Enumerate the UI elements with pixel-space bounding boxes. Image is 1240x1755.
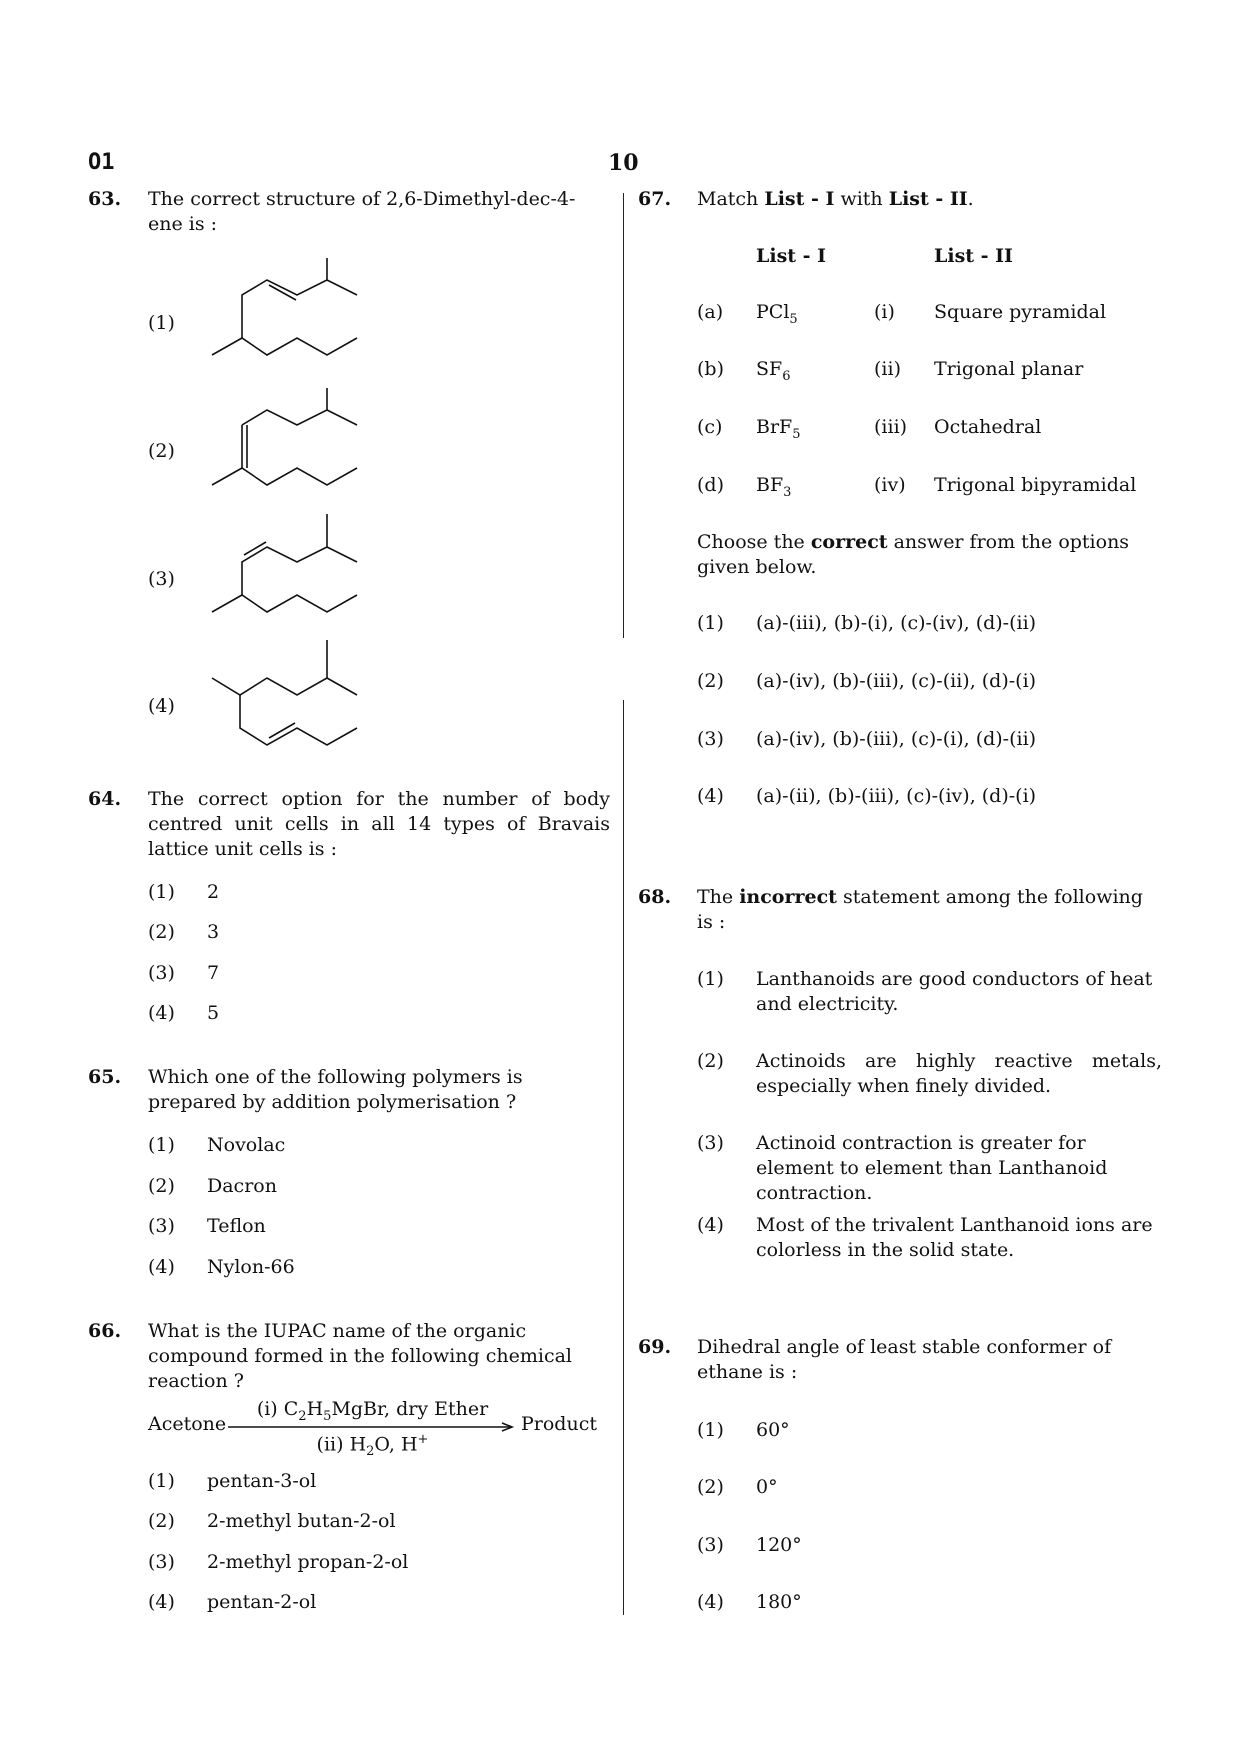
option-number[interactable]: (1): [697, 968, 724, 990]
list-2-numeral: (iii): [874, 416, 908, 438]
list-row-label: (a): [697, 301, 724, 323]
list-2-item: Trigonal planar: [934, 358, 1084, 380]
list-row-label: (d): [697, 474, 724, 496]
option-number[interactable]: (1): [148, 1470, 175, 1492]
structure-option-2: [200, 385, 380, 495]
question-text: The incorrect statement among the following is :: [697, 886, 1143, 933]
option-number[interactable]: (4): [697, 1591, 724, 1613]
option-number[interactable]: (3): [148, 962, 175, 984]
option-text: (a)-(iii), (b)-(i), (c)-(iv), (d)-(ii): [756, 612, 1037, 634]
option-number[interactable]: (4): [148, 695, 175, 717]
question-text: What is the IUPAC name of the organic compound formed in the following chemical reaction ?: [148, 1320, 573, 1392]
list-1-item: $SF_6$: [756, 358, 791, 384]
paper-code: O1: [88, 150, 115, 175]
option-text: 2-methyl propan-2-ol: [207, 1551, 409, 1573]
list-1-item: PCl$_5$: [756, 301, 798, 327]
question-number: 68.: [638, 886, 672, 908]
option-number[interactable]: (3): [697, 1534, 724, 1556]
option-text: 120°: [756, 1534, 802, 1556]
list-2-item: Octahedral: [934, 416, 1042, 438]
option-number[interactable]: (1): [148, 881, 175, 903]
option-text: Nylon-66: [207, 1256, 295, 1278]
option-number[interactable]: (1): [148, 312, 175, 334]
option-number[interactable]: (2): [148, 440, 175, 462]
list-1-item: $BF_3$: [756, 474, 792, 500]
structure-option-4: [200, 638, 380, 748]
reaction-reagent-1: (i) $C_2H_5MgBr$, dry Ether: [256, 1398, 489, 1424]
option-text: Actinoid contraction is greater for element to element than Lanthanoid contraction.: [756, 1132, 1108, 1204]
option-text: Teflon: [207, 1215, 266, 1237]
list-row-label: (c): [697, 416, 723, 438]
list-2-item: Square pyramidal: [934, 301, 1107, 323]
question-number: 65.: [88, 1066, 122, 1088]
column-divider-bottom: [623, 700, 624, 1615]
option-number[interactable]: (3): [148, 1215, 175, 1237]
question-number: 69.: [638, 1336, 672, 1358]
column-divider-top: [623, 193, 624, 638]
reaction-product: Product: [521, 1413, 597, 1435]
structure-option-3: [200, 512, 380, 622]
option-number[interactable]: (4): [697, 785, 724, 807]
option-number[interactable]: (2): [148, 1510, 175, 1532]
option-number[interactable]: (4): [148, 1002, 175, 1024]
option-number[interactable]: (2): [697, 1050, 724, 1072]
question-text: The correct option for the number of body centred unit cells in all 14 types of Bravais lattice unit cells is :: [148, 788, 610, 860]
option-number[interactable]: (1): [697, 612, 724, 634]
option-text: 0°: [756, 1476, 778, 1498]
list-2-item: Trigonal bipyramidal: [934, 474, 1137, 496]
question-text: The correct structure of 2,6-Dimethyl-dec-4-ene is :: [148, 188, 576, 235]
option-number[interactable]: (2): [148, 1175, 175, 1197]
option-text: pentan-3-ol: [207, 1470, 317, 1492]
question-number: 67.: [638, 188, 672, 210]
option-number[interactable]: (1): [697, 1419, 724, 1441]
option-number[interactable]: (4): [148, 1256, 175, 1278]
question-number: 66.: [88, 1320, 122, 1342]
option-text: 2: [207, 881, 220, 903]
option-text: 60°: [756, 1419, 790, 1441]
option-number[interactable]: (1): [148, 1134, 175, 1156]
option-number[interactable]: (2): [697, 670, 724, 692]
question-number: 64.: [88, 788, 122, 810]
option-text: 5: [207, 1002, 220, 1024]
option-text: 180°: [756, 1591, 802, 1613]
option-text: (a)-(ii), (b)-(iii), (c)-(iv), (d)-(i): [756, 785, 1037, 807]
option-text: Novolac: [207, 1134, 286, 1156]
question-text: Which one of the following polymers is prepared by addition polymerisation ?: [148, 1066, 523, 1113]
list-2-numeral: (ii): [874, 358, 901, 380]
option-text: 3: [207, 921, 220, 943]
option-number[interactable]: (4): [148, 1591, 175, 1613]
option-text: 2-methyl butan-2-ol: [207, 1510, 396, 1532]
instruction-text: Choose the correct answer from the options given below.: [697, 531, 1130, 578]
option-text: Lanthanoids are good conductors of heat and electricity.: [756, 968, 1153, 1015]
option-text: Dacron: [207, 1175, 277, 1197]
reaction-reactant: Acetone: [148, 1413, 227, 1435]
structure-option-1: [200, 250, 380, 375]
option-number[interactable]: (3): [148, 1551, 175, 1573]
option-number[interactable]: (3): [697, 728, 724, 750]
option-number[interactable]: (3): [697, 1132, 724, 1154]
reaction-reagent-2: (ii) $H_2O$, H+: [316, 1432, 429, 1460]
list-2-numeral: (i): [874, 301, 895, 323]
option-text: Most of the trivalent Lanthanoid ions are colorless in the solid state.: [756, 1214, 1153, 1261]
question-text: Dihedral angle of least stable conformer of ethane is :: [697, 1336, 1112, 1383]
list-1-header: List - I: [756, 245, 827, 267]
option-number[interactable]: (2): [697, 1476, 724, 1498]
page-number: 10: [608, 150, 639, 176]
list-2-header: List - II: [934, 245, 1013, 267]
option-number[interactable]: (3): [148, 568, 175, 590]
option-text: pentan-2-ol: [207, 1591, 317, 1613]
option-number[interactable]: (4): [697, 1214, 724, 1236]
list-row-label: (b): [697, 358, 724, 380]
question-text: Match List - I with List - II.: [697, 188, 974, 210]
list-2-numeral: (iv): [874, 474, 906, 496]
question-number: 63.: [88, 188, 122, 210]
option-text: Actinoids are highly reactive metals, especially when finely divided.: [756, 1050, 1162, 1097]
option-number[interactable]: (2): [148, 921, 175, 943]
option-text: (a)-(iv), (b)-(iii), (c)-(i), (d)-(ii): [756, 728, 1037, 750]
option-text: 7: [207, 962, 220, 984]
option-text: (a)-(iv), (b)-(iii), (c)-(ii), (d)-(i): [756, 670, 1037, 692]
list-1-item: BrF$_5$: [756, 416, 801, 442]
